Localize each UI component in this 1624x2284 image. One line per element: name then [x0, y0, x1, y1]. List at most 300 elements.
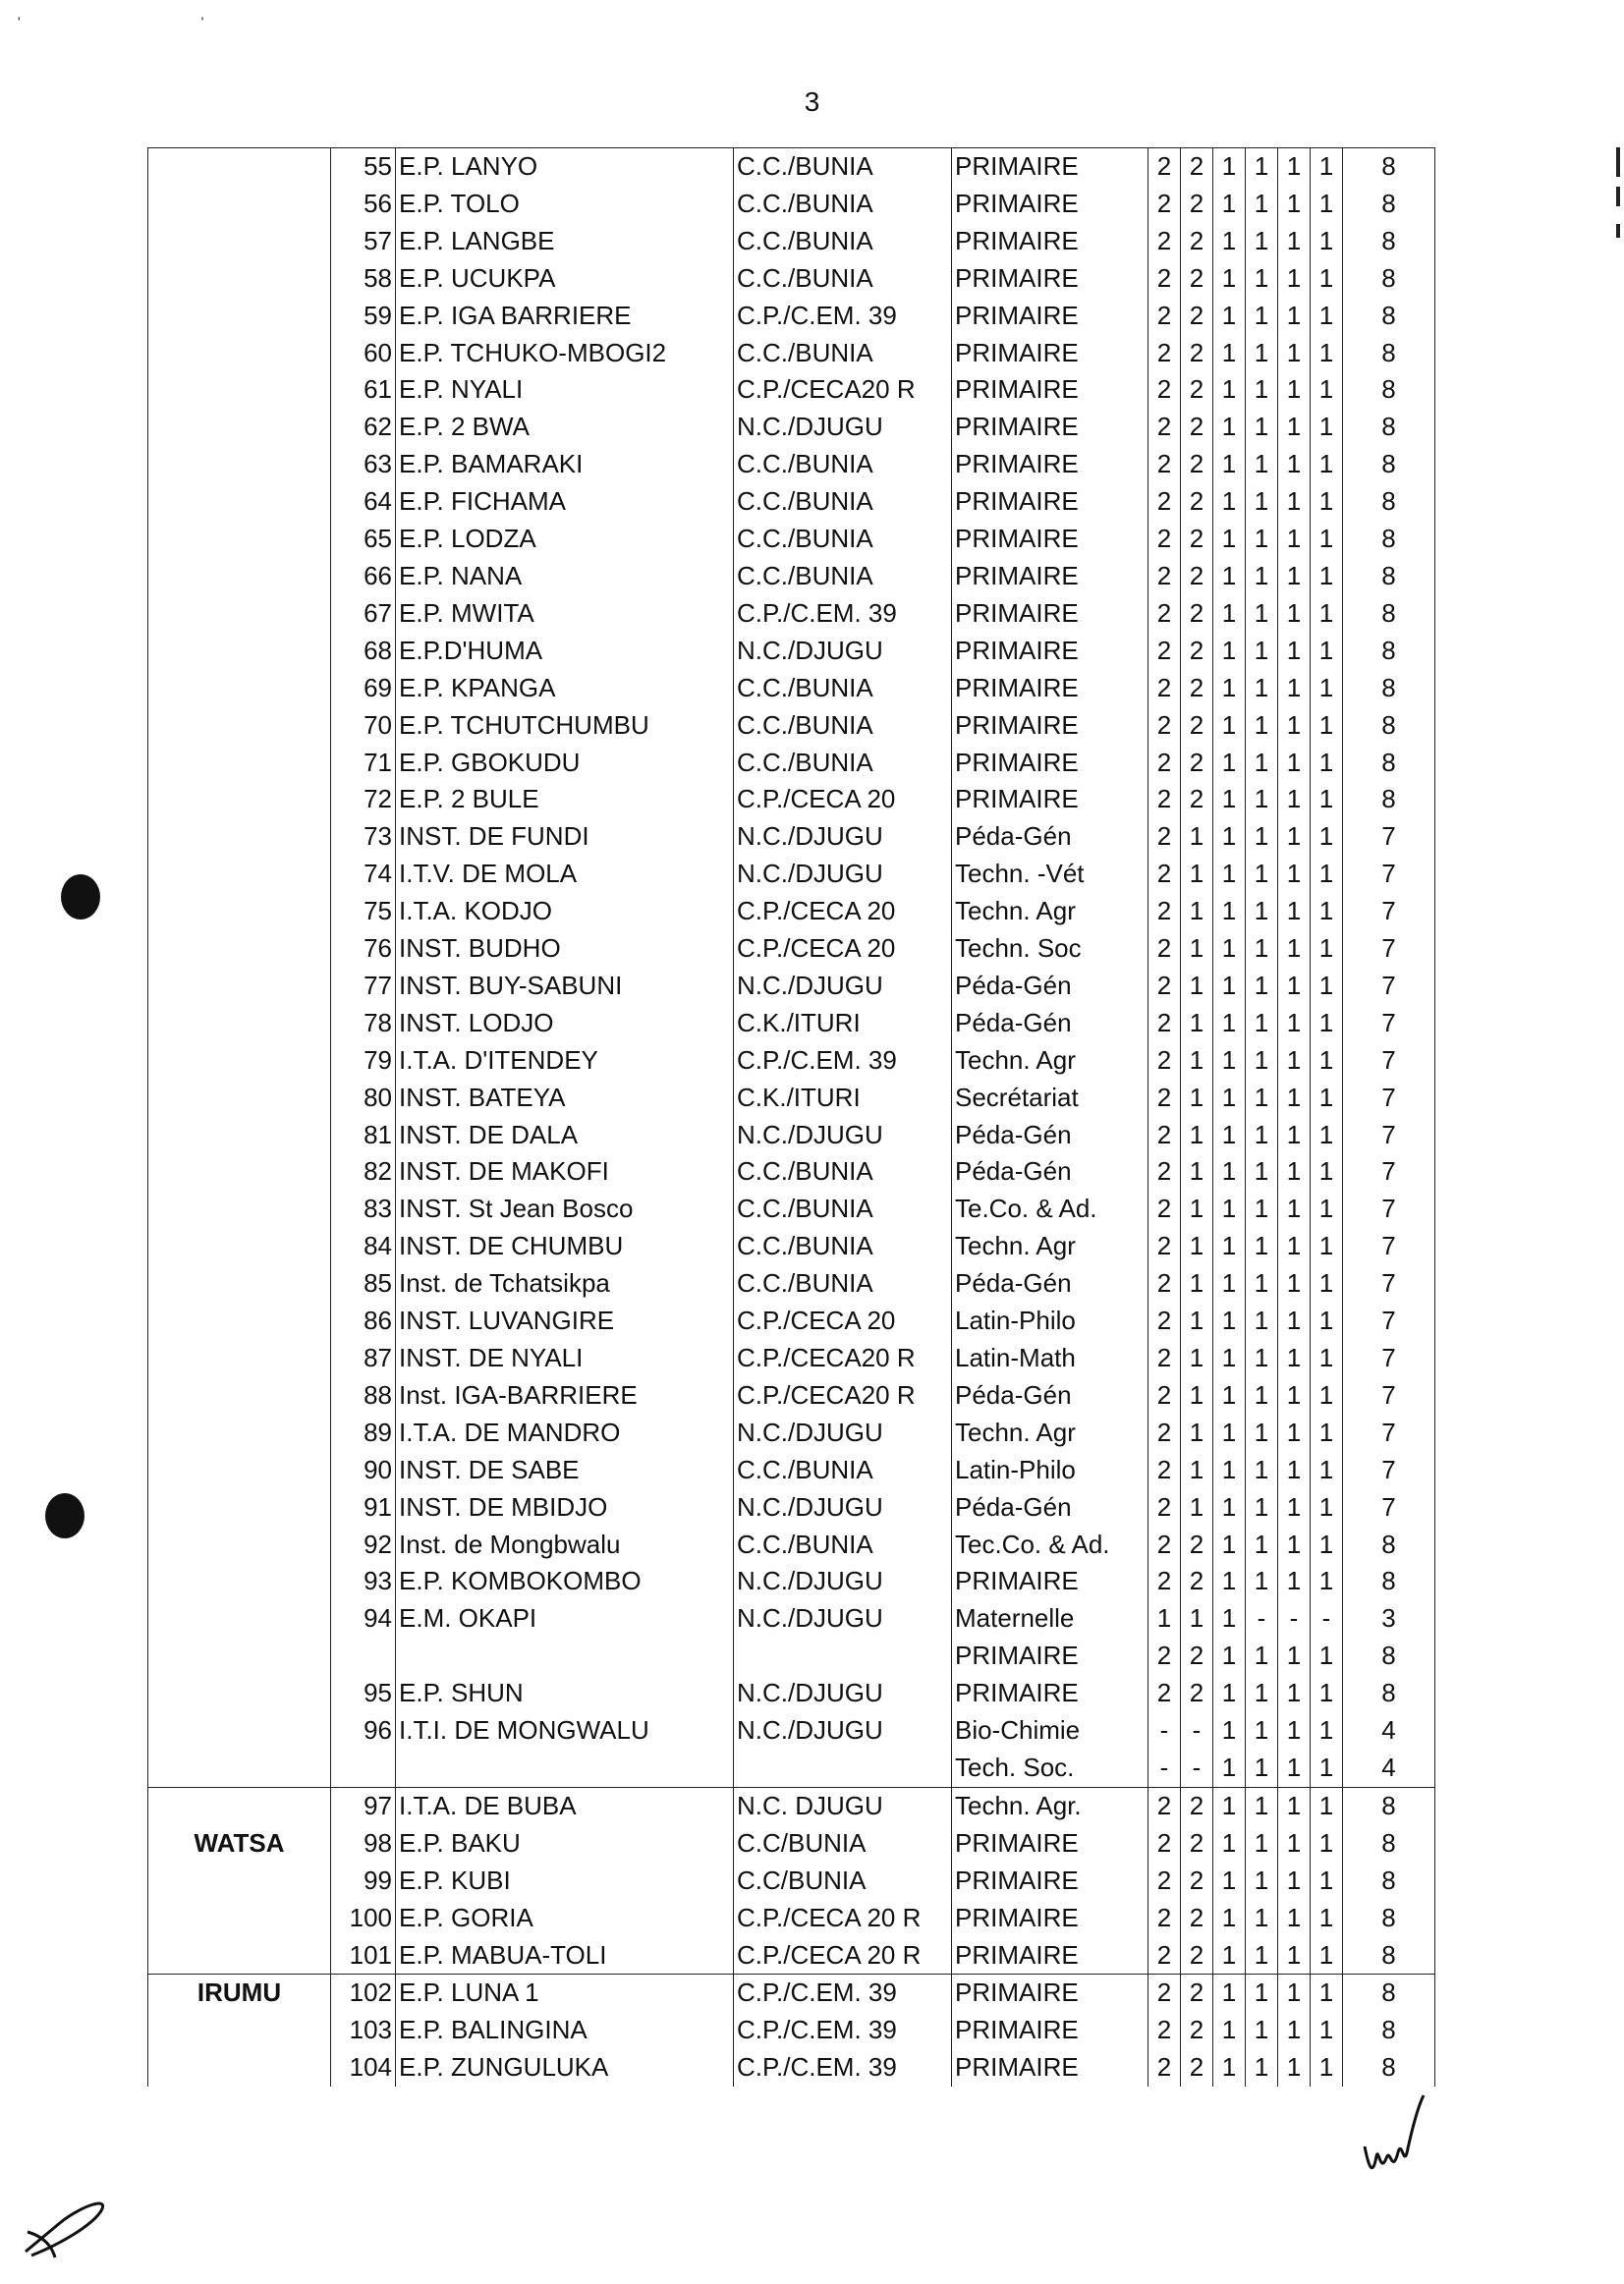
row-number-cell: 92 [331, 1527, 396, 1564]
schools-table [147, 147, 1435, 2087]
count-cell: 1 [1213, 1863, 1246, 1900]
management-code-cell: C.C./BUNIA [734, 335, 952, 372]
region-cell [148, 893, 331, 930]
count-cell: - [1311, 1600, 1343, 1638]
count-cell: 1 [1278, 1750, 1311, 1787]
table-row [148, 1787, 1435, 1824]
school-name-cell: E.P. GORIA [396, 1900, 734, 1937]
count-cell: 1 [1213, 1377, 1246, 1415]
count-cell: 1 [1278, 446, 1311, 483]
row-number-cell: 64 [331, 483, 396, 521]
school-name-cell: INST. BATEYA [396, 1080, 734, 1117]
count-cell: 1 [1311, 558, 1343, 595]
table-row [148, 1452, 1435, 1489]
count-cell: 1 [1311, 1527, 1343, 1564]
row-number-cell: 86 [331, 1303, 396, 1340]
region-cell [148, 595, 331, 633]
count-cell: 1 [1213, 1489, 1246, 1527]
section-cell: PRIMAIRE [952, 409, 1148, 446]
management-code-cell: N.C./DJUGU [734, 1675, 952, 1712]
count-cell: 1 [1213, 521, 1246, 558]
count-cell: 1 [1278, 670, 1311, 707]
table-row [148, 1825, 1435, 1863]
school-name-cell: Inst. de Tchatsikpa [396, 1265, 734, 1303]
count-cell: 2 [1148, 745, 1181, 782]
count-cell: 2 [1148, 1863, 1181, 1900]
total-cell: 7 [1343, 856, 1435, 893]
count-cell: 1 [1213, 1900, 1246, 1937]
count-cell: 1 [1246, 1265, 1278, 1303]
count-cell: 1 [1311, 186, 1343, 223]
row-number-cell: 78 [331, 1005, 396, 1042]
count-cell: 1 [1311, 1675, 1343, 1712]
count-cell: 1 [1246, 1377, 1278, 1415]
count-cell: 1 [1278, 968, 1311, 1005]
count-cell: 1 [1278, 335, 1311, 372]
school-name-cell: E.P. NANA [396, 558, 734, 595]
section-cell: PRIMAIRE [952, 1638, 1148, 1675]
row-number-cell: 84 [331, 1228, 396, 1265]
section-cell: PRIMAIRE [952, 595, 1148, 633]
total-cell: 3 [1343, 1600, 1435, 1638]
count-cell: 1 [1278, 1937, 1311, 1975]
row-number-cell: 101 [331, 1937, 396, 1975]
school-name-cell: E.P. TCHUKO-MBOGI2 [396, 335, 734, 372]
section-cell: Péda-Gén [952, 1377, 1148, 1415]
count-cell: 1 [1181, 1303, 1213, 1340]
count-cell: 2 [1148, 2012, 1181, 2049]
count-cell: 1 [1181, 818, 1213, 856]
count-cell: 1 [1311, 1787, 1343, 1824]
region-cell [148, 1042, 331, 1080]
table-row [148, 1563, 1435, 1600]
count-cell: 1 [1278, 371, 1311, 409]
region-cell [148, 260, 331, 298]
count-cell: 1 [1278, 260, 1311, 298]
management-code-cell: C.C./BUNIA [734, 1228, 952, 1265]
table-row [148, 1489, 1435, 1527]
count-cell: 1 [1213, 1080, 1246, 1117]
total-cell: 7 [1343, 930, 1435, 968]
section-cell: PRIMAIRE [952, 260, 1148, 298]
count-cell: 2 [1148, 521, 1181, 558]
row-number-cell: 88 [331, 1377, 396, 1415]
count-cell: 1 [1278, 1489, 1311, 1527]
table-row [148, 1527, 1435, 1564]
count-cell: 2 [1148, 1675, 1181, 1712]
management-code-cell: C.C./BUNIA [734, 148, 952, 186]
school-name-cell: E.P. TCHUTCHUMBU [396, 707, 734, 745]
count-cell: 1 [1213, 1117, 1246, 1154]
region-cell [148, 1340, 331, 1377]
row-number-cell: 79 [331, 1042, 396, 1080]
management-code-cell: N.C./DJUGU [734, 1489, 952, 1527]
region-cell [148, 186, 331, 223]
school-name-cell: I.T.A. DE BUBA [396, 1787, 734, 1824]
school-name-cell: I.T.A. D'ITENDEY [396, 1042, 734, 1080]
count-cell: 1 [1311, 930, 1343, 968]
count-cell: 1 [1311, 707, 1343, 745]
region-cell [148, 558, 331, 595]
total-cell: 8 [1343, 1787, 1435, 1824]
total-cell: 8 [1343, 409, 1435, 446]
count-cell: 1 [1213, 1191, 1246, 1228]
count-cell: 2 [1148, 483, 1181, 521]
region-cell [148, 1600, 331, 1638]
management-code-cell: C.C./BUNIA [734, 1452, 952, 1489]
region-cell: WATSA [148, 1825, 331, 1863]
count-cell: 2 [1181, 1863, 1213, 1900]
total-cell: 7 [1343, 1191, 1435, 1228]
count-cell: 1 [1311, 1452, 1343, 1489]
count-cell: 2 [1148, 446, 1181, 483]
table-row [148, 1675, 1435, 1712]
region-cell [148, 1675, 331, 1712]
school-name-cell: E.P. ZUNGULUKA [396, 2049, 734, 2087]
management-code-cell: C.C./BUNIA [734, 186, 952, 223]
count-cell: 1 [1213, 335, 1246, 372]
count-cell: 1 [1311, 818, 1343, 856]
management-code-cell: C.C./BUNIA [734, 1153, 952, 1191]
school-name-cell: E.P. BAKU [396, 1825, 734, 1863]
school-name-cell: I.T.I. DE MONGWALU [396, 1712, 734, 1750]
count-cell: 1 [1213, 1750, 1246, 1787]
count-cell: 1 [1246, 409, 1278, 446]
count-cell: 1 [1181, 1377, 1213, 1415]
count-cell: 1 [1311, 1563, 1343, 1600]
row-number-cell: 63 [331, 446, 396, 483]
count-cell: 2 [1148, 2049, 1181, 2087]
section-cell: Latin-Philo [952, 1452, 1148, 1489]
section-cell: Techn. Agr [952, 893, 1148, 930]
total-cell: 8 [1343, 186, 1435, 223]
region-cell [148, 1191, 331, 1228]
count-cell: 1 [1246, 148, 1278, 186]
total-cell: 8 [1343, 707, 1435, 745]
count-cell: 1 [1311, 1638, 1343, 1675]
count-cell: 2 [1148, 260, 1181, 298]
count-cell: 1 [1213, 1415, 1246, 1452]
section-cell: PRIMAIRE [952, 1563, 1148, 1600]
count-cell: 1 [1246, 1563, 1278, 1600]
count-cell: 2 [1148, 1080, 1181, 1117]
total-cell: 8 [1343, 371, 1435, 409]
row-number-cell: 72 [331, 781, 396, 818]
row-number-cell: 62 [331, 409, 396, 446]
management-code-cell [734, 1750, 952, 1787]
school-name-cell: E.P. FICHAMA [396, 483, 734, 521]
school-name-cell [396, 1638, 734, 1675]
total-cell: 7 [1343, 1415, 1435, 1452]
section-cell: PRIMAIRE [952, 298, 1148, 335]
count-cell: 2 [1148, 1377, 1181, 1415]
count-cell: 1 [1246, 1975, 1278, 2012]
table-row [148, 1303, 1435, 1340]
table-row [148, 260, 1435, 298]
count-cell: 1 [1278, 1638, 1311, 1675]
count-cell: 2 [1148, 818, 1181, 856]
section-cell: PRIMAIRE [952, 1975, 1148, 2012]
region-cell [148, 1153, 331, 1191]
count-cell: 1 [1181, 1452, 1213, 1489]
section-cell: Péda-Gén [952, 1005, 1148, 1042]
total-cell: 8 [1343, 781, 1435, 818]
count-cell: 1 [1213, 707, 1246, 745]
region-cell [148, 1712, 331, 1750]
total-cell: 7 [1343, 1452, 1435, 1489]
row-number-cell: 70 [331, 707, 396, 745]
table-row [148, 968, 1435, 1005]
count-cell: 2 [1148, 1489, 1181, 1527]
count-cell: 1 [1311, 968, 1343, 1005]
count-cell: 1 [1213, 1303, 1246, 1340]
total-cell: 8 [1343, 335, 1435, 372]
count-cell: 1 [1181, 930, 1213, 968]
row-number-cell: 97 [331, 1787, 396, 1824]
count-cell: 1 [1311, 409, 1343, 446]
region-cell [148, 930, 331, 968]
count-cell: 1 [1213, 1600, 1246, 1638]
management-code-cell: C.C./BUNIA [734, 558, 952, 595]
region-cell [148, 1005, 331, 1042]
count-cell: 1 [1246, 260, 1278, 298]
row-number-cell: 61 [331, 371, 396, 409]
row-number-cell: 87 [331, 1340, 396, 1377]
row-number-cell: 68 [331, 633, 396, 670]
management-code-cell: N.C./DJUGU [734, 409, 952, 446]
count-cell: 2 [1148, 1340, 1181, 1377]
total-cell: 4 [1343, 1712, 1435, 1750]
table-row [148, 371, 1435, 409]
count-cell: 2 [1181, 409, 1213, 446]
count-cell: 1 [1246, 1937, 1278, 1975]
total-cell: 8 [1343, 2012, 1435, 2049]
count-cell: 2 [1148, 223, 1181, 260]
school-name-cell [396, 1750, 734, 1787]
total-cell: 8 [1343, 745, 1435, 782]
table-row [148, 818, 1435, 856]
school-name-cell: E.P. NYALI [396, 371, 734, 409]
count-cell: 1 [1278, 558, 1311, 595]
section-cell: Latin-Math [952, 1340, 1148, 1377]
school-name-cell: E.P. LANGBE [396, 223, 734, 260]
count-cell: - [1181, 1750, 1213, 1787]
count-cell: 1 [1246, 1527, 1278, 1564]
count-cell: 1 [1278, 148, 1311, 186]
count-cell: 1 [1213, 1153, 1246, 1191]
count-cell: 2 [1181, 483, 1213, 521]
table-row [148, 1191, 1435, 1228]
count-cell: 1 [1246, 483, 1278, 521]
count-cell: 2 [1181, 446, 1213, 483]
count-cell: 1 [1246, 1228, 1278, 1265]
row-number-cell: 82 [331, 1153, 396, 1191]
count-cell: 1 [1311, 483, 1343, 521]
count-cell: 1 [1213, 1340, 1246, 1377]
table-row [148, 1228, 1435, 1265]
count-cell: 1 [1246, 446, 1278, 483]
count-cell: 1 [1278, 1900, 1311, 1937]
region-cell [148, 1452, 331, 1489]
count-cell: 2 [1181, 2049, 1213, 2087]
total-cell: 8 [1343, 1675, 1435, 1712]
count-cell: 1 [1278, 633, 1311, 670]
row-number-cell: 104 [331, 2049, 396, 2087]
count-cell: 1 [1278, 1712, 1311, 1750]
row-number-cell: 58 [331, 260, 396, 298]
school-name-cell: INST. LODJO [396, 1005, 734, 1042]
count-cell: 2 [1181, 186, 1213, 223]
count-cell: - [1148, 1712, 1181, 1750]
school-name-cell: Inst. IGA-BARRIERE [396, 1377, 734, 1415]
management-code-cell: C.C./BUNIA [734, 446, 952, 483]
count-cell: 1 [1246, 1080, 1278, 1117]
count-cell: 1 [1311, 1937, 1343, 1975]
section-cell: Secrétariat [952, 1080, 1148, 1117]
school-name-cell: INST. DE CHUMBU [396, 1228, 734, 1265]
count-cell: 2 [1181, 1563, 1213, 1600]
table-row [148, 521, 1435, 558]
count-cell: 1 [1213, 670, 1246, 707]
row-number-cell: 65 [331, 521, 396, 558]
table-row [148, 1750, 1435, 1787]
total-cell: 8 [1343, 558, 1435, 595]
section-cell: PRIMAIRE [952, 335, 1148, 372]
count-cell: 1 [1278, 2012, 1311, 2049]
count-cell: 1 [1213, 1563, 1246, 1600]
region-cell [148, 856, 331, 893]
count-cell: 1 [1181, 1228, 1213, 1265]
count-cell: 2 [1148, 968, 1181, 1005]
region-cell [148, 1937, 331, 1975]
count-cell: 1 [1311, 1153, 1343, 1191]
table-row [148, 1937, 1435, 1975]
count-cell: 2 [1148, 1937, 1181, 1975]
region-cell [148, 707, 331, 745]
row-number-cell: 95 [331, 1675, 396, 1712]
region-cell [148, 1377, 331, 1415]
row-number-cell [331, 1750, 396, 1787]
row-number-cell: 69 [331, 670, 396, 707]
region-cell [148, 483, 331, 521]
count-cell: 1 [1213, 745, 1246, 782]
table-row [148, 1863, 1435, 1900]
table-row [148, 856, 1435, 893]
section-cell: Péda-Gén [952, 1489, 1148, 1527]
section-cell: PRIMAIRE [952, 670, 1148, 707]
count-cell: 1 [1311, 1265, 1343, 1303]
section-cell: Techn. Agr. [952, 1787, 1148, 1824]
table-row [148, 781, 1435, 818]
count-cell: 1 [1278, 1005, 1311, 1042]
count-cell: - [1148, 1750, 1181, 1787]
total-cell: 8 [1343, 1825, 1435, 1863]
count-cell: 1 [1278, 1675, 1311, 1712]
count-cell: 1 [1213, 1005, 1246, 1042]
table-row [148, 558, 1435, 595]
count-cell: 1 [1278, 1527, 1311, 1564]
management-code-cell: C.P./C.EM. 39 [734, 298, 952, 335]
count-cell: 1 [1278, 1153, 1311, 1191]
count-cell: 2 [1181, 633, 1213, 670]
table-row [148, 2012, 1435, 2049]
count-cell: 2 [1148, 1117, 1181, 1154]
school-name-cell: E.P. MWITA [396, 595, 734, 633]
management-code-cell: C.P./CECA 20 R [734, 1937, 952, 1975]
row-number-cell: 80 [331, 1080, 396, 1117]
count-cell: 1 [1213, 223, 1246, 260]
count-cell: 1 [1278, 930, 1311, 968]
count-cell: 2 [1148, 298, 1181, 335]
count-cell: 2 [1181, 707, 1213, 745]
count-cell: 1 [1246, 298, 1278, 335]
section-cell: PRIMAIRE [952, 2012, 1148, 2049]
table-row [148, 1712, 1435, 1750]
section-cell: PRIMAIRE [952, 1863, 1148, 1900]
count-cell: 1 [1278, 1080, 1311, 1117]
count-cell: 1 [1213, 1825, 1246, 1863]
count-cell: 1 [1213, 260, 1246, 298]
count-cell: 1 [1311, 1489, 1343, 1527]
total-cell: 8 [1343, 595, 1435, 633]
section-cell: PRIMAIRE [952, 1675, 1148, 1712]
count-cell: 2 [1181, 670, 1213, 707]
school-name-cell: E.P. UCUKPA [396, 260, 734, 298]
school-name-cell: INST. DE FUNDI [396, 818, 734, 856]
count-cell: 1 [1213, 483, 1246, 521]
school-name-cell: INST. BUDHO [396, 930, 734, 968]
school-name-cell: INST. St Jean Bosco [396, 1191, 734, 1228]
school-name-cell: E.P. LANYO [396, 148, 734, 186]
count-cell: 1 [1278, 2049, 1311, 2087]
school-name-cell: E.P. LODZA [396, 521, 734, 558]
count-cell: 1 [1278, 1825, 1311, 1863]
count-cell: 2 [1148, 893, 1181, 930]
management-code-cell: C.C./BUNIA [734, 1527, 952, 1564]
region-cell [148, 446, 331, 483]
count-cell: 1 [1311, 1415, 1343, 1452]
total-cell: 8 [1343, 1937, 1435, 1975]
count-cell: 1 [1278, 1452, 1311, 1489]
management-code-cell: C.K./ITURI [734, 1080, 952, 1117]
count-cell: 1 [1278, 1563, 1311, 1600]
count-cell: 1 [1246, 1117, 1278, 1154]
count-cell: 1 [1311, 1303, 1343, 1340]
school-name-cell: INST. BUY-SABUNI [396, 968, 734, 1005]
count-cell: 2 [1181, 1825, 1213, 1863]
count-cell: 1 [1278, 1303, 1311, 1340]
table-row [148, 1265, 1435, 1303]
count-cell: 1 [1246, 1825, 1278, 1863]
count-cell: 1 [1213, 148, 1246, 186]
total-cell: 8 [1343, 633, 1435, 670]
count-cell: 1 [1246, 1452, 1278, 1489]
count-cell: 1 [1246, 558, 1278, 595]
count-cell: 1 [1213, 298, 1246, 335]
count-cell: 1 [1311, 670, 1343, 707]
count-cell: 1 [1246, 1675, 1278, 1712]
count-cell: 1 [1213, 633, 1246, 670]
total-cell: 7 [1343, 893, 1435, 930]
count-cell: 1 [1246, 781, 1278, 818]
table-row [148, 707, 1435, 745]
count-cell: 1 [1311, 856, 1343, 893]
region-cell: IRUMU [148, 1975, 331, 2012]
school-name-cell: INST. DE MBIDJO [396, 1489, 734, 1527]
count-cell: 1 [1246, 371, 1278, 409]
total-cell: 8 [1343, 1863, 1435, 1900]
management-code-cell: C.K./ITURI [734, 1005, 952, 1042]
